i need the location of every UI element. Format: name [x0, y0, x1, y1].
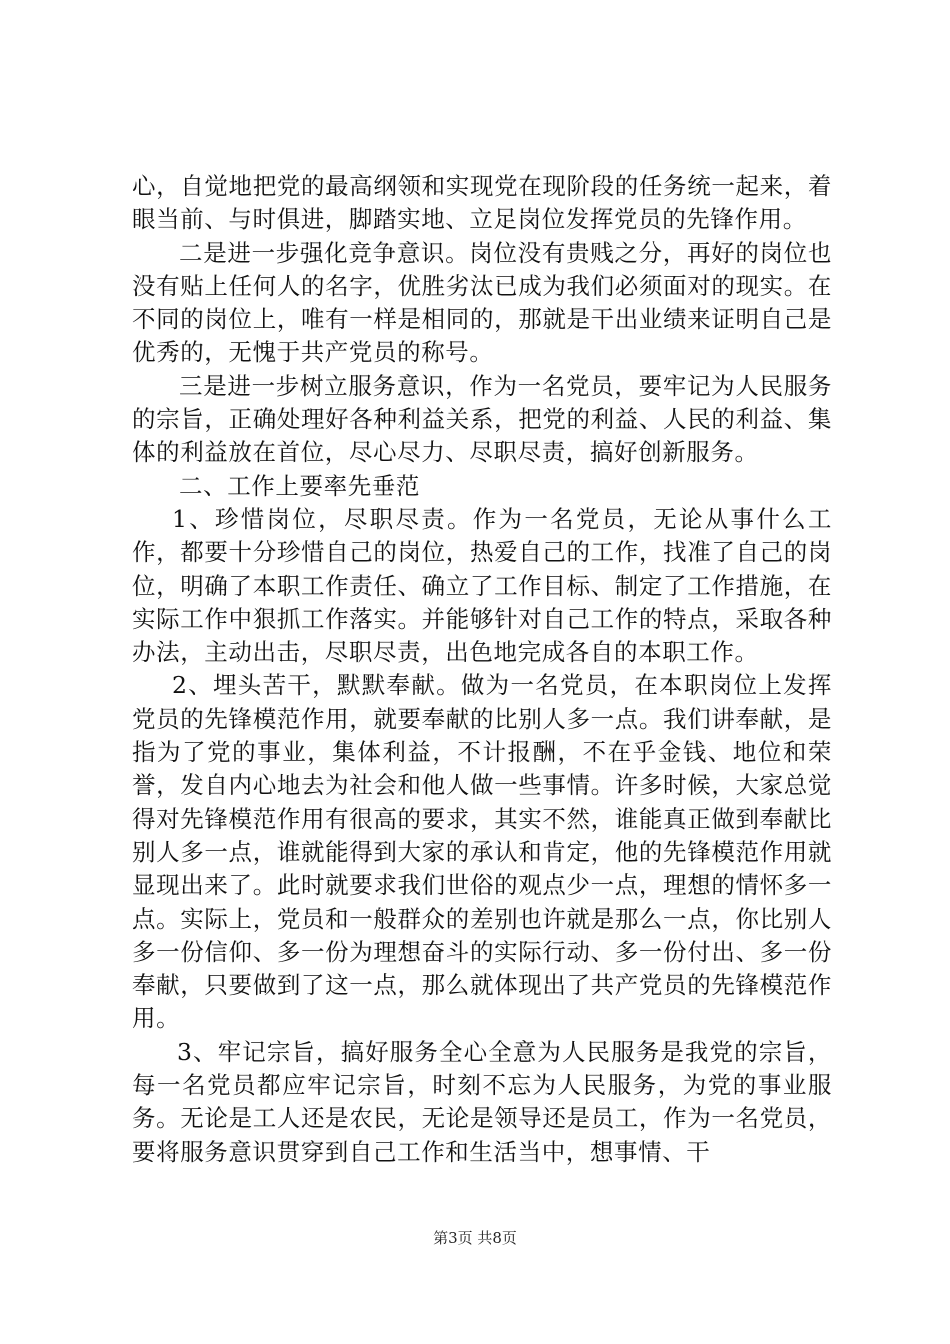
paragraph-cherish-post: 1、珍惜岗位，尽职尽责。作为一名党员，无论从事什么工作，都要十分珍惜自己的岗位，热爱自己的工作，找准了自己的岗位，明确了本职工作责任、确立了工作目标、制定了工作措施，在实际工作中狠抓工作落实。并能够针对自己工作的特点，采取各种办法，主动出击，尽职尽责，出色地完成各自的本职工作。 — [132, 504, 832, 667]
paragraph-service-awareness: 三是进一步树立服务意识，作为一名党员，要牢记为人民服务的宗旨，正确处理好各种利益关系，把党的利益、人民的利益、集体的利益放在首位，尽心尽力、尽职尽责，搞好创新服务。 — [132, 371, 832, 467]
paragraph-continuation: 心，自觉地把党的最高纲领和实现党在现阶段的任务统一起来，着眼当前、与时俱进，脚踏实地、立足岗位发挥党员的先锋作用。 — [132, 172, 832, 234]
page-number-footer: 第3页 共8页 — [433, 1229, 517, 1247]
paragraph-remember-purpose: 3、牢记宗旨，搞好服务全心全意为人民服务是我党的宗旨，每一名党员都应牢记宗旨，时刻不忘为人民服务，为党的事业服务。无论是工人还是农民，无论是领导还是员工，作为一名党员，要将服务意识贯穿到自己工作和生活当中，想事情、干 — [132, 1037, 832, 1166]
document-body — [132, 170, 832, 1169]
paragraph-competition-awareness: 二是进一步强化竞争意识。岗位没有贵贱之分，再好的岗位也没有贴上任何人的名字，优胜劣汰已成为我们必须面对的现实。在不同的岗位上，唯有一样是相同的，那就是干出业绩来证明自己是优秀的，无愧于共产党员的称号。 — [132, 238, 832, 367]
paragraph-hard-work-dedication: 2、埋头苦干，默默奉献。做为一名党员，在本职岗位上发挥党员的先锋模范作用，就要奉献的比别人多一点。我们讲奉献，是指为了党的事业，集体利益，不计报酬，不在乎金钱、地位和荣誉，发自内心地去为社会和他人做一些事情。许多时候，大家总觉得对先锋模范作用有很高的要求，其实不然，谁能真正做到奉献比别人多一点，谁就能得到大家的承认和肯定，他的先锋模范作用就显现出来了。此时就要求我们世俗的观点少一点，理想的情怀多一点。实际上，党员和一般群众的差别也许就是那么一点，你比别人多一份信仰、多一份为理想奋斗的实际行动、多一份付出、多一份奉献，只要做到了这一点，那么就体现出了共产党员的先锋模范作用。 — [132, 671, 832, 1033]
section-heading-work-example: 二、工作上要率先垂范 — [179, 471, 420, 500]
